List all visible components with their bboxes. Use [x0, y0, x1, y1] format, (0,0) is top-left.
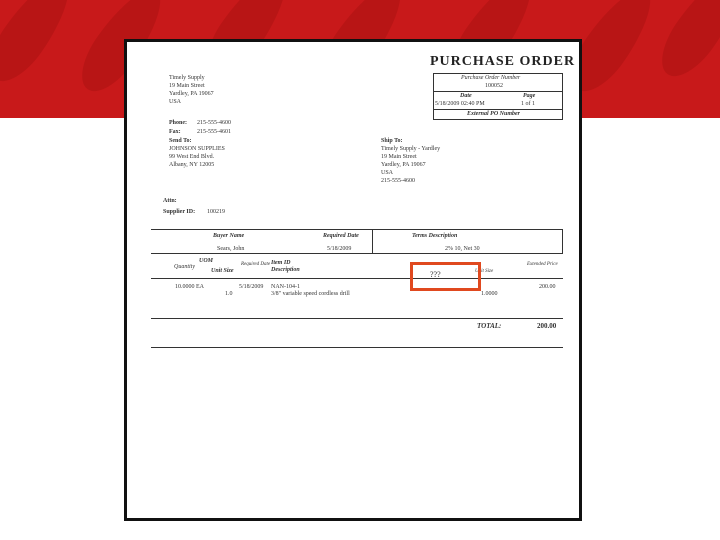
po-number: 100052	[485, 83, 503, 89]
leaf-shape	[650, 0, 720, 87]
send-to-line: 99 West End Blvd.	[169, 154, 215, 160]
send-to-line: JOHNSON SUPPLIES	[169, 146, 225, 152]
highlight-box	[410, 262, 481, 291]
line-unit-cost: 1.0000	[481, 291, 498, 297]
header-box-rule	[562, 73, 563, 120]
header-box-rule	[433, 91, 563, 92]
buyer-name-label: Buyer Name	[213, 233, 245, 239]
line-unit-size: 1.0	[225, 291, 233, 297]
po-number-label: Purchase Order Number	[461, 75, 521, 81]
col-unit-cost-size: Unit Size	[475, 269, 494, 274]
total-value: 200.00	[537, 322, 557, 330]
document-title: PURCHASE ORDER	[430, 54, 576, 69]
required-date-label: Required Date	[323, 233, 359, 239]
vendor-line: 19 Main Street	[169, 83, 205, 89]
line-req-date: 5/18/2009	[239, 284, 264, 290]
fax-label: Fax:	[169, 129, 181, 135]
ship-to-line: 19 Main Street	[381, 154, 417, 160]
col-required-date: Required Date	[241, 262, 271, 267]
header-box-rule	[433, 119, 563, 120]
terms: 2% 10, Net 30	[445, 246, 480, 252]
unknown-marker: ???	[430, 270, 441, 279]
leaf-shape	[0, 0, 82, 92]
purchase-order-document	[124, 39, 582, 521]
total-rule	[151, 318, 563, 319]
page-label: Page	[523, 93, 536, 99]
po-date: 5/18/2009 02:40 PM	[435, 101, 485, 107]
send-to-line: Albany, NY 12005	[169, 162, 215, 168]
vendor-line: Yardley, PA 19067	[169, 91, 214, 97]
col-extended-price: Extended Price	[527, 262, 558, 267]
attn-label: Attn:	[163, 198, 177, 204]
header-box-rule	[433, 73, 434, 120]
external-po-label: External PO Number	[467, 111, 521, 117]
phone: 215-555-4600	[197, 120, 231, 126]
col-quantity: Quantity	[174, 264, 195, 270]
col-description: Description	[271, 267, 300, 273]
col-unit-size: Unit Size	[211, 268, 234, 274]
line-item-id: NAN-104-1	[271, 284, 300, 290]
line-qty-uom: 10.0000 EA	[175, 284, 204, 290]
ship-to-line: Timely Supply - Yardley	[381, 146, 441, 152]
ship-to-label: Ship To:	[381, 138, 403, 144]
total-label: TOTAL:	[477, 322, 502, 330]
vendor-line: Timely Supply	[169, 75, 205, 81]
table-rule	[372, 229, 373, 253]
col-uom: UOM	[199, 258, 214, 264]
date-label: Date	[460, 93, 472, 99]
header-box-rule	[433, 73, 563, 74]
fax: 215-555-4601	[197, 129, 231, 135]
table-rule	[151, 229, 563, 230]
table-rule	[151, 253, 563, 254]
total-rule	[151, 347, 563, 348]
col-item-id: Item ID	[271, 260, 291, 266]
page-number: 1 of 1	[521, 101, 535, 107]
header-box-rule	[433, 109, 563, 110]
line-description: 3/8" variable speed cordless drill	[271, 291, 350, 297]
supplier-id: 100219	[207, 209, 225, 215]
table-rule	[562, 229, 563, 253]
ship-to-line: 215-555-4600	[381, 178, 415, 184]
required-date: 5/18/2009	[327, 246, 352, 252]
phone-label: Phone:	[169, 120, 187, 126]
terms-label: Terms Description	[412, 233, 458, 239]
send-to-label: Send To:	[169, 138, 192, 144]
supplier-id-label: Supplier ID:	[163, 209, 196, 215]
ship-to-line: USA	[381, 170, 394, 176]
vendor-line: USA	[169, 99, 182, 105]
line-extended-price: 200.00	[539, 284, 556, 290]
buyer-name: Sears, John	[217, 246, 245, 252]
table-rule	[151, 278, 563, 279]
ship-to-line: Yardley, PA 19067	[381, 162, 426, 168]
